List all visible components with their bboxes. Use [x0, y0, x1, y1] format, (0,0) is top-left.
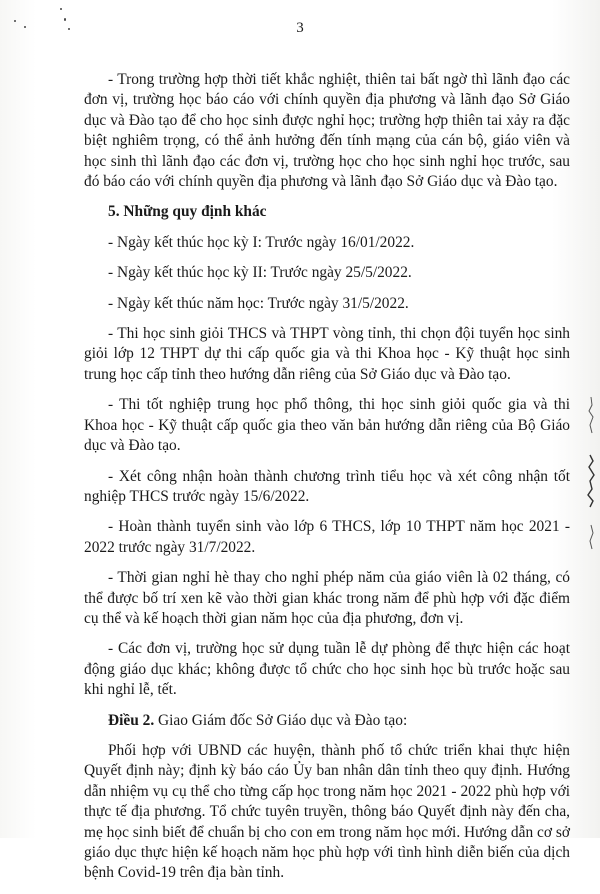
list-item: - Ngày kết thúc học kỳ II: Trước ngày 25/5/2022.: [108, 264, 412, 282]
list-item: - Ngày kết thúc năm học: Trước ngày 31/5/2022.: [108, 294, 409, 312]
document-body: [84, 70, 570, 894]
article-number: Điều 2.: [108, 711, 155, 729]
list-item: - Hoàn thành tuyển sinh vào lớp 6 THCS, lớp 10 THPT năm học 2021 - 2022 trước ngày 31/7/2022.: [84, 518, 570, 556]
list-item: - Xét công nhận hoàn thành chương trình tiểu học và xét công nhận tốt nghiệp THCS trước ngày 15/6/2022.: [84, 467, 570, 505]
margin-stamp-mark: [584, 395, 598, 555]
paragraph-weather-policy: - Trong trường hợp thời tiết khắc nghiệt, thiên tai bất ngờ thì lãnh đạo các đơn vị, trường học báo cáo với chính quyền địa phương và lãnh đạo Sở Giáo dục và Đào tạo để cho học sinh được nghỉ học; trường hợp thiên tai xảy ra đặc biệt nghiêm trọng, có thể ảnh hưởng đến tính mạng của cán bộ, giáo viên và học sinh thì lãnh đạo các đơn vị, trường học cho học sinh nghỉ học trước, sau đó báo cáo với chính quyền địa phương và lãnh đạo Sở Giáo dục và Đào tạo.: [84, 71, 570, 191]
section-heading: 5. Những quy định khác: [108, 203, 267, 221]
list-item: - Thời gian nghỉ hè thay cho nghỉ phép năm của giáo viên là 02 tháng, có thể được bố trí xen kẽ vào thời gian khác trong năm để phù hợp với đặc điểm cụ thể và kế hoạch thời gian năm học của địa phương, đơn vị.: [84, 569, 570, 627]
list-item: - Các đơn vị, trường học sử dụng tuần lễ dự phòng để thực hiện các hoạt động giáo dục khác; không được tổ chức cho học sinh học bù trước hoặc sau khi nghỉ lễ, tết.: [84, 640, 570, 699]
page-number: 3: [296, 20, 304, 36]
article-body: Phối hợp với UBND các huyện, thành phố tổ chức triển khai thực hiện Quyết định này; định kỳ báo cáo Ủy ban nhân dân tỉnh theo quy định. Hướng dẫn nhiệm vụ cụ thể cho từng cấp học trong năm học 2021 - 2022 phù hợp với thực tế địa phương. Tổ chức tuyên truyền, thông báo Quyết định này đến cha, mẹ học sinh biết để chuẩn bị cho con em trong năm học mới. Hướng dẫn cơ sở giáo dục thực hiện kế hoạch năm học phù hợp với tình hình diễn biến của dịch bệnh Covid-19 trên địa bàn tỉnh.: [84, 741, 570, 882]
list-item: - Thi tốt nghiệp trung học phổ thông, thi học sinh giỏi quốc gia và thi Khoa học - Kỹ thuật cấp quốc gia theo văn bản hướng dẫn riêng của Bộ Giáo dục và Đào tạo.: [84, 396, 570, 455]
article-heading: [84, 711, 570, 731]
list-item: - Ngày kết thúc học kỳ I: Trước ngày 16/01/2022.: [108, 233, 415, 251]
article-title: Giao Giám đốc Sở Giáo dục và Đào tạo:: [154, 711, 408, 729]
list-item: - Thi học sinh giỏi THCS và THPT vòng tỉnh, thi chọn đội tuyển học sinh giỏi lớp 12 THPT dự thi cấp quốc gia và thi Khoa học - Kỹ thuật học sinh trung học cấp tỉnh theo hướng dẫn riêng của Sở Giáo dục và Đào tạo.: [84, 325, 570, 383]
